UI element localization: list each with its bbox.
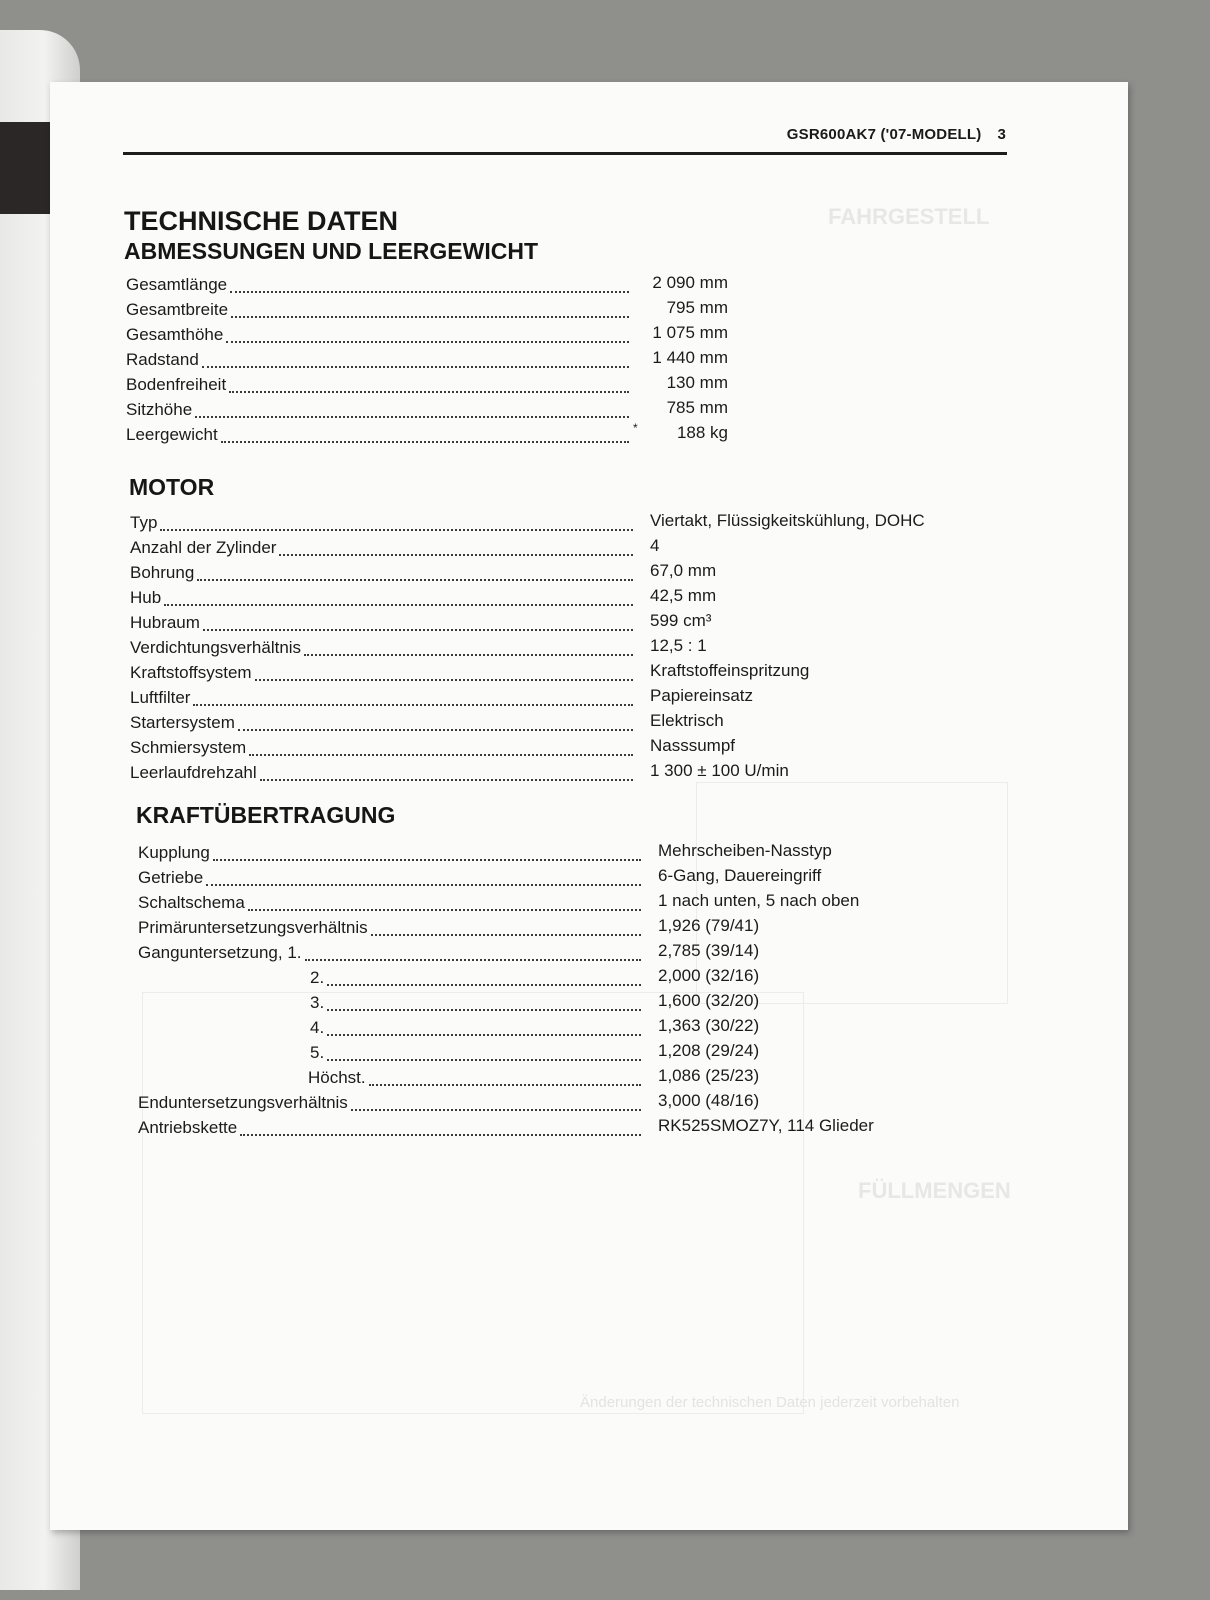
spec-value: 1,926 (79/41) — [658, 916, 760, 935]
spec-label: Anzahl der Zylinder — [130, 538, 277, 557]
spec-value: 599 cm³ — [650, 611, 712, 630]
spec-value: 795 mm — [666, 298, 728, 317]
spec-value: 1 075 mm — [652, 323, 728, 342]
spec-label: Primäruntersetzungsverhältnis — [138, 918, 368, 937]
spec-value: 1 nach unten, 5 nach oben — [658, 891, 860, 910]
spec-value: 67,0 mm — [650, 561, 717, 580]
spec-label: 2. — [310, 968, 325, 987]
spec-label: Gesamthöhe — [126, 325, 224, 344]
dot-leader — [164, 588, 633, 606]
dot-leader — [229, 375, 629, 393]
show-through-heading: FAHRGESTELL — [828, 204, 990, 229]
spec-label: Sitzhöhe — [126, 400, 193, 419]
dot-leader — [351, 1093, 641, 1111]
spec-value: 3,000 (48/16) — [658, 1091, 760, 1110]
dot-leader — [213, 843, 641, 861]
spec-label: Getriebe — [138, 868, 204, 887]
spec-label: Kupplung — [138, 843, 210, 862]
spec-label: Bohrung — [130, 563, 195, 582]
spec-label: 3. — [310, 993, 325, 1012]
spec-value: 42,5 mm — [650, 586, 717, 605]
spec-label: Schaltschema — [138, 893, 245, 912]
spec-label: Gesamtbreite — [126, 300, 229, 319]
spec-value: Papiereinsatz — [650, 686, 754, 705]
dot-leader — [279, 538, 633, 556]
show-through-note: Änderungen der technischen Daten jederzeit vorbehalten — [580, 1394, 960, 1411]
spec-label: Schmiersystem — [130, 738, 247, 757]
spec-value: 1 440 mm — [652, 348, 728, 367]
page-number: 3 — [997, 126, 1006, 143]
manual-page — [50, 82, 1128, 1530]
dot-leader — [231, 300, 629, 318]
spec-label: Luftfilter — [130, 688, 191, 707]
spec-value: 2,785 (39/14) — [658, 941, 760, 960]
dot-leader — [371, 918, 641, 936]
spec-value: 4 — [650, 536, 660, 555]
spec-label: Typ — [130, 513, 158, 532]
running-header — [787, 126, 1006, 143]
spec-label: Verdichtungsverhältnis — [130, 638, 302, 657]
dot-leader — [193, 688, 633, 706]
spec-label: Radstand — [126, 350, 199, 369]
spec-label: Enduntersetzungsverhältnis — [138, 1093, 348, 1112]
dot-leader — [203, 613, 633, 631]
dot-leader — [240, 1118, 641, 1136]
spec-label: Höchst. — [308, 1068, 366, 1087]
header-rule — [123, 152, 1007, 155]
spec-label: Antriebskette — [138, 1118, 238, 1137]
spec-label: Bodenfreiheit — [126, 375, 227, 394]
section-heading-dimensions: ABMESSUNGEN UND LEERGEWICHT — [124, 238, 539, 264]
dot-leader — [327, 993, 641, 1011]
dot-leader — [195, 400, 629, 418]
spec-label: Startersystem — [130, 713, 235, 732]
spec-value: Mehrscheiben-Nasstyp — [658, 841, 832, 860]
spec-value: Nasssumpf — [650, 736, 736, 755]
spec-value: 2,000 (32/16) — [658, 966, 760, 985]
dot-leader — [238, 713, 633, 731]
spec-value: 1,086 (25/23) — [658, 1066, 760, 1085]
dot-leader — [230, 275, 629, 293]
spec-value: 12,5 : 1 — [650, 636, 707, 655]
spec-label: Leergewicht — [126, 425, 218, 444]
spec-value: Viertakt, Flüssigkeitskühlung, DOHC — [650, 511, 925, 530]
section-heading-motor: MOTOR — [129, 474, 215, 500]
dot-leader — [248, 893, 641, 911]
spec-label: Ganguntersetzung, 1. — [138, 943, 302, 962]
spec-value: 1,363 (30/22) — [658, 1016, 760, 1035]
spec-value: Kraftstoffeinspritzung — [650, 661, 810, 680]
spec-value: 130 mm — [666, 373, 728, 392]
section-heading-transmission: KRAFTÜBERTRAGUNG — [136, 802, 396, 828]
spec-label: 4. — [310, 1018, 325, 1037]
spec-label: Hub — [130, 588, 162, 607]
dot-leader — [260, 763, 633, 781]
spec-value: 1,600 (32/20) — [658, 991, 760, 1010]
spec-label: Leerlaufdrehzahl — [130, 763, 257, 782]
spec-value: 6-Gang, Dauereingriff — [658, 866, 822, 885]
dot-leader — [305, 943, 641, 961]
spec-label: Hubraum — [130, 613, 200, 632]
show-through-heading-2: FÜLLMENGEN — [858, 1178, 1011, 1203]
spec-value: 785 mm — [666, 398, 728, 417]
spec-value: RK525SMOZ7Y, 114 Glieder — [658, 1116, 874, 1135]
dot-leader — [202, 350, 629, 368]
dot-leader — [327, 968, 641, 986]
footnote-marker: * — [633, 421, 638, 435]
dot-leader — [304, 638, 633, 656]
spec-value: 1 300 ± 100 U/min — [650, 761, 789, 780]
page-title: TECHNISCHE DATEN — [124, 206, 399, 236]
dot-leader — [160, 513, 633, 531]
dot-leader — [255, 663, 633, 681]
spec-value: 1,208 (29/24) — [658, 1041, 760, 1060]
dot-leader — [327, 1018, 641, 1036]
dot-leader — [206, 868, 641, 886]
spec-label: Kraftstoffsystem — [130, 663, 252, 682]
dot-leader — [197, 563, 633, 581]
dot-leader — [369, 1068, 641, 1086]
model-label: GSR600AK7 ('07-MODELL) — [786, 126, 982, 143]
spec-label: 5. — [310, 1043, 325, 1062]
spec-value: 188 kg — [676, 423, 728, 442]
spec-label: Gesamtlänge — [126, 275, 228, 294]
dot-leader — [249, 738, 633, 756]
dot-leader — [221, 425, 629, 443]
spec-value: 2 090 mm — [652, 273, 728, 292]
dot-leader — [226, 325, 629, 343]
facing-page-tab — [0, 122, 50, 214]
dot-leader — [327, 1043, 641, 1061]
spec-value: Elektrisch — [650, 711, 724, 730]
